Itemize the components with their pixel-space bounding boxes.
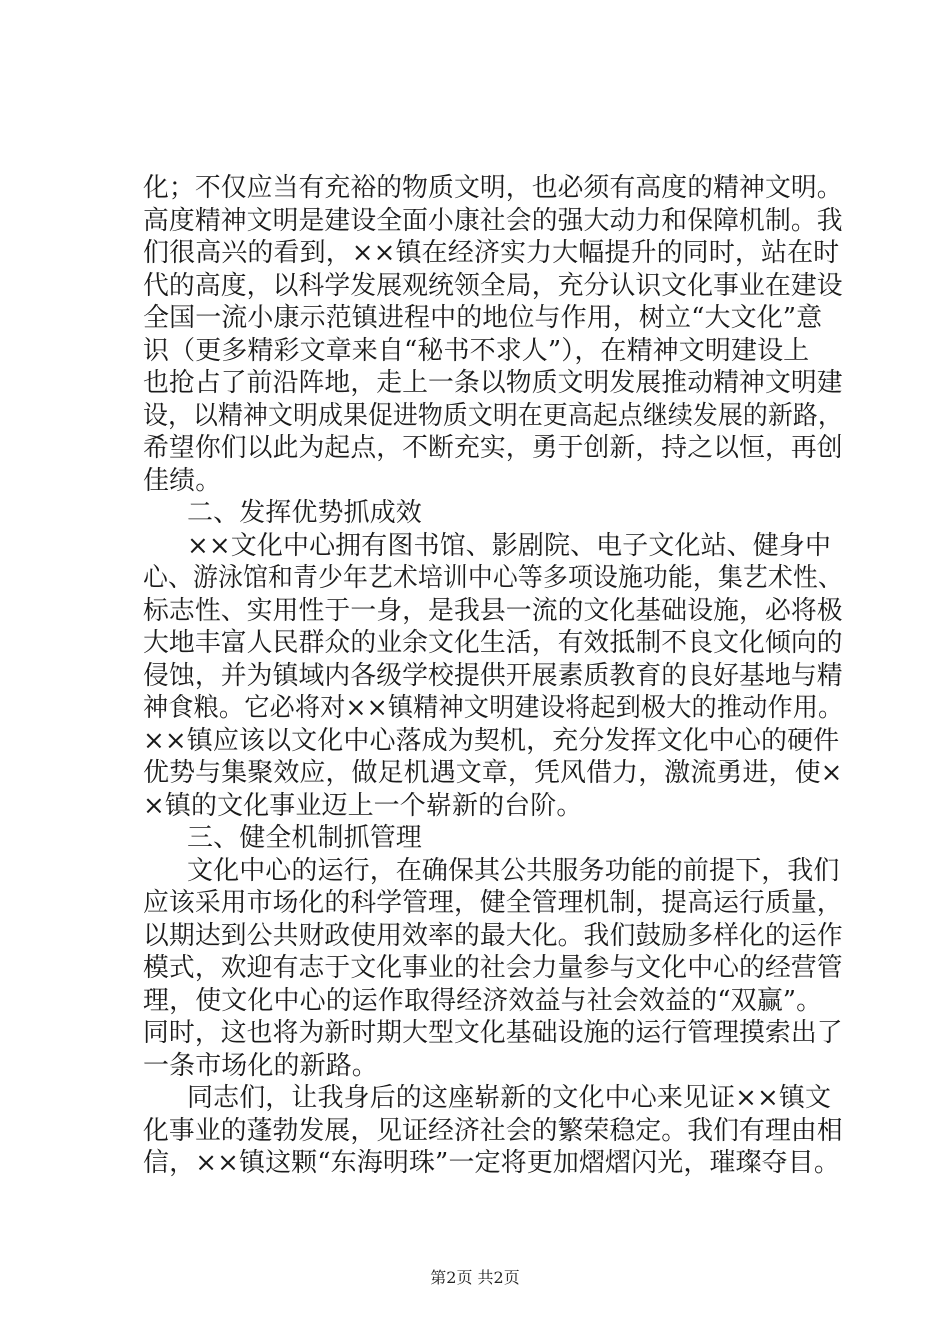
text-line: 神食粮。它必将对××镇精神文明建设将起到极大的推动作用。: [143, 693, 844, 723]
text-line: 心、游泳馆和青少年艺术培训中心等多项设施功能，集艺术性、: [143, 563, 843, 593]
text-line: 化；不仅应当有充裕的物质文明，也必须有高度的精神文明。: [143, 173, 843, 203]
text-line: 高度精神文明是建设全面小康社会的强大动力和保障机制。我: [143, 205, 843, 236]
text-line: 以期达到公共财政使用效率的最大化。我们鼓励多样化的运作: [143, 920, 843, 951]
text-line: 同志们，让我身后的这座崭新的文化中心来见证××镇文: [187, 1083, 832, 1113]
text-line: 们很高兴的看到，××镇在经济实力大幅提升的同时，站在时: [143, 238, 840, 268]
text-line: 代的高度，以科学发展观统领全局，充分认识文化事业在建设: [143, 270, 843, 301]
document-body: [143, 172, 843, 1180]
text-line: 理，使文化中心的运作取得经济效益与社会效益的“双赢”。: [143, 985, 823, 1016]
text-line: 大地丰富人民群众的业余文化生活，有效抵制不良文化倾向的: [143, 628, 843, 658]
text-line: 模式，欢迎有志于文化事业的社会力量参与文化中心的经营管: [143, 953, 843, 983]
text-line: 三、健全机制抓管理: [187, 823, 422, 853]
text-line: 希望你们以此为起点，不断充实，勇于创新，持之以恒，再创: [143, 433, 843, 463]
text-line: 侵蚀，并为镇域内各级学校提供开展素质教育的良好基地与精: [143, 660, 843, 691]
text-line: 二、发挥优势抓成效: [187, 498, 422, 528]
text-line: 文化中心的运行，在确保其公共服务功能的前提下，我们: [187, 855, 840, 886]
text-line: 化事业的蓬勃发展，见证经济社会的繁荣稳定。我们有理由相: [143, 1115, 843, 1146]
text-line: 信，××镇这颗“东海明珠”一定将更加熠熠闪光，璀璨夺目。: [143, 1148, 840, 1178]
text-line: 一条市场化的新路。: [143, 1050, 378, 1081]
text-line: 优势与集聚效应，做足机遇文章，凭风借力，激流勇进，使×: [143, 758, 843, 788]
text-line: 应该采用市场化的科学管理，健全管理机制，提高运行质量，: [143, 888, 843, 918]
text-line: ××文化中心拥有图书馆、影剧院、电子文化站、健身中: [187, 530, 832, 561]
text-line: 识（更多精彩文章来自“秘书不求人”），在精神文明建设上: [143, 335, 810, 366]
text-line: ××镇应该以文化中心落成为契机，充分发挥文化中心的硬件: [143, 725, 840, 756]
text-line: 设，以精神文明成果促进物质文明在更高起点继续发展的新路，: [143, 400, 843, 431]
text-line: 标志性、实用性于一身，是我县一流的文化基础设施，必将极: [143, 595, 843, 626]
text-line: ×镇的文化事业迈上一个崭新的台阶。: [143, 790, 583, 821]
page-footer: 第2页 共2页: [430, 1268, 520, 1287]
text-line: 全国一流小康示范镇进程中的地位与作用，树立“大文化”意: [143, 303, 823, 333]
text-line: 佳绩。: [143, 465, 222, 496]
text-line: 也抢占了前沿阵地，走上一条以物质文明发展推动精神文明建: [143, 368, 843, 398]
text-line: 同时，这也将为新时期大型文化基础设施的运行管理摸索出了: [143, 1018, 843, 1048]
